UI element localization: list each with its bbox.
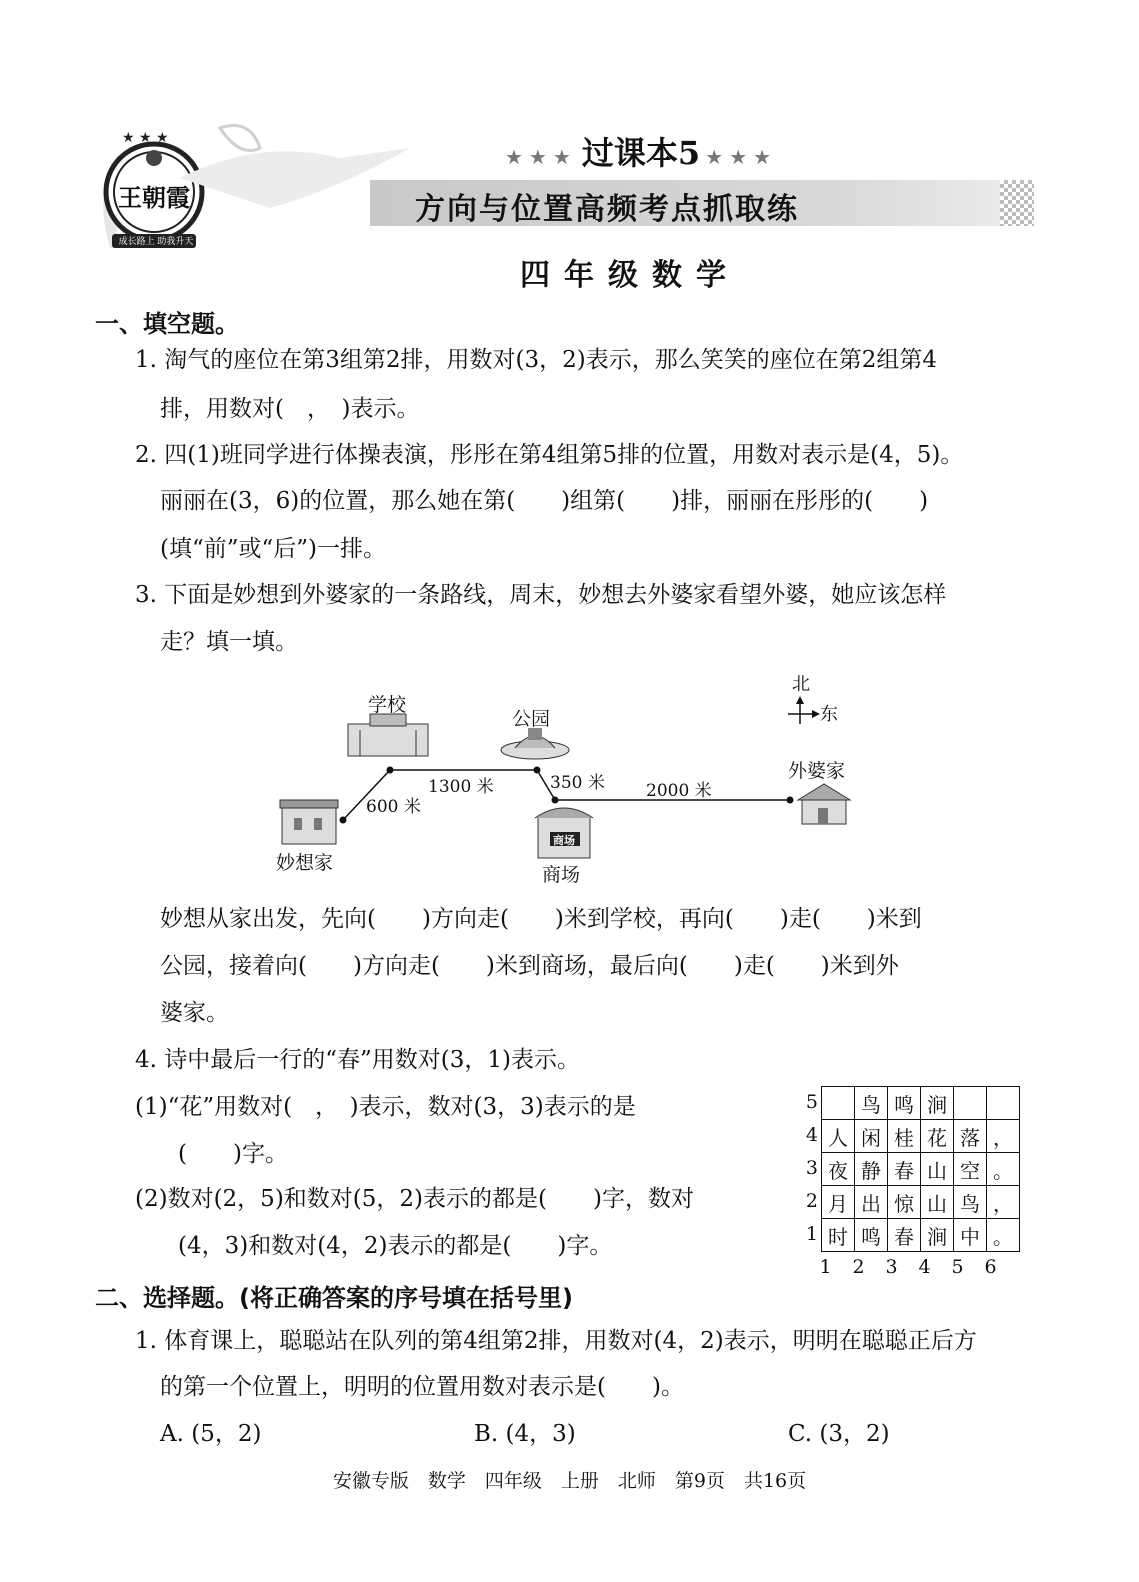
distance-600: 600 米 (366, 797, 421, 817)
page-subtitle: 四年级数学 (520, 258, 740, 293)
y-label: 4 (805, 1124, 818, 1146)
q4-sub1a: (1)“花”用数对( ， )表示，数对(3，3)表示的是 (135, 1094, 636, 1120)
label-home: 妙想家 (276, 852, 334, 874)
grid-cell: 人 (822, 1120, 855, 1153)
kicker-stars-left: ★★★ (505, 145, 577, 169)
y-label: 2 (805, 1190, 818, 1212)
label-school: 学校 (368, 694, 407, 716)
grid-cell: 鸟 (954, 1186, 987, 1219)
y-label: 3 (805, 1157, 818, 1179)
q1-line1: 1. 淘气的座位在第3组第2排，用数对(3，2)表示，那么笑笑的座位在第2组第4 (135, 347, 938, 373)
grid-cell: 月 (822, 1186, 855, 1219)
distance-1300: 1300 米 (428, 777, 494, 797)
q3-fill1: 妙想从家出发，先向( )方向走( )米到学校，再向( )走( )米到 (160, 906, 922, 932)
q3-line2: 走？填一填。 (160, 629, 298, 655)
q4-sub1b: ( )字。 (178, 1141, 288, 1167)
grid-cell: 春 (888, 1153, 921, 1186)
grid-cell: 山 (921, 1153, 954, 1186)
grid-x-axis (809, 1256, 1020, 1278)
q2-line2: 丽丽在(3，6)的位置，那么她在第( )组第( )排，丽丽在彤彤的( ) (160, 488, 929, 514)
compass-icon (788, 696, 820, 724)
x-label: 5 (951, 1256, 964, 1278)
q3-fill3: 婆家。 (160, 1000, 229, 1026)
distance-350: 350 米 (550, 773, 605, 793)
grid-cell: 涧 (921, 1219, 954, 1252)
kicker-row (505, 128, 777, 174)
mall-building-icon (535, 808, 593, 858)
q1-line2: 排，用数对( ， )表示。 (160, 396, 420, 422)
point-grandma (787, 797, 794, 804)
mall-sign: 商场 (553, 834, 575, 847)
s2-q1-line1: 1. 体育课上，聪聪站在队列的第4组第2排，用数对(4，2)表示，明明在聪聪正后方 (135, 1328, 977, 1354)
grid-row (822, 1120, 1020, 1153)
home-house-icon (280, 800, 338, 844)
grid-cell: 山 (921, 1186, 954, 1219)
x-label: 6 (984, 1256, 997, 1278)
logo-text: 王朝霞 (118, 183, 190, 212)
grid-cell: 出 (855, 1186, 888, 1219)
grid-cell: 桂 (888, 1120, 921, 1153)
q4-sub2b: (4，3)和数对(4，2)表示的都是( )字。 (178, 1233, 613, 1259)
section2-title: 二、选择题。(将正确答案的序号填在括号里) (95, 1284, 573, 1312)
grid-cell: 空 (954, 1153, 987, 1186)
route-map (270, 668, 870, 894)
grid-cell (987, 1087, 1020, 1120)
grid-cell: 。 (987, 1219, 1020, 1252)
q3-line1: 3. 下面是妙想到外婆家的一条路线，周末，妙想去外婆家看望外婆，她应该怎样 (135, 582, 947, 608)
x-label: 4 (918, 1256, 931, 1278)
page-footer: 安徽专版 数学 四年级 上册 北师 第9页 共16页 (332, 1470, 807, 1492)
q4-sub2a: (2)数对(2，5)和数对(5，2)表示的都是( )字，数对 (135, 1186, 694, 1212)
page-title: 方向与位置高频考点抓取练 (415, 192, 799, 227)
section1-title: 一、填空题。 (95, 310, 239, 338)
grid-cell: 落 (954, 1120, 987, 1153)
school-building-icon (348, 714, 428, 756)
grid-y-axis (804, 1086, 818, 1252)
x-label: 3 (885, 1256, 898, 1278)
grid-cell: 鸟 (855, 1087, 888, 1120)
grid-cell: 涧 (921, 1087, 954, 1120)
grid-cell: 。 (987, 1153, 1020, 1186)
grid-cell (954, 1087, 987, 1120)
svg-text:★ ★ ★: ★ ★ ★ (122, 130, 169, 146)
label-mall: 商场 (542, 864, 581, 886)
poem-table (821, 1086, 1020, 1252)
grid-cell: 惊 (888, 1186, 921, 1219)
y-label: 1 (805, 1223, 818, 1245)
s2-q1-line2: 的第一个位置上，明明的位置用数对表示是( )。 (160, 1374, 684, 1400)
grid-cell: 春 (888, 1219, 921, 1252)
label-grandma-home: 外婆家 (788, 760, 846, 782)
x-label: 1 (819, 1256, 832, 1278)
point-school (387, 767, 394, 774)
y-label: 5 (805, 1091, 818, 1113)
option-b: B. (4，3) (474, 1421, 576, 1447)
q3-fill2: 公园，接着向( )方向走( )米到商场，最后向( )走( )米到外 (160, 953, 899, 979)
grid-cell: ， (987, 1120, 1020, 1153)
grid-cell: 鸣 (855, 1219, 888, 1252)
grid-cell: 花 (921, 1120, 954, 1153)
grid-cell: 夜 (822, 1153, 855, 1186)
grid-cell: 中 (954, 1219, 987, 1252)
grid-cell: 时 (822, 1219, 855, 1252)
grid-cell: 闲 (855, 1120, 888, 1153)
q2-line1: 2. 四(1)班同学进行体操表演，彤彤在第4组第5排的位置，用数对表示是(4，5)。 (135, 442, 964, 468)
kicker-title: 过课本5 (581, 134, 701, 172)
compass-north: 北 (792, 674, 810, 695)
banner-checker (1000, 180, 1034, 226)
poem-grid (804, 1086, 1020, 1278)
q2-line3: (填“前”或“后”)一排。 (160, 536, 386, 562)
q4-line1: 4. 诗中最后一行的“春”用数对(3，1)表示。 (135, 1047, 580, 1073)
label-park: 公园 (512, 708, 551, 730)
option-c: C. (3，2) (788, 1421, 890, 1447)
compass-east: 东 (820, 704, 838, 725)
x-label: 2 (852, 1256, 865, 1278)
point-park (534, 767, 541, 774)
grid-cell: 鸣 (888, 1087, 921, 1120)
grid-row (822, 1087, 1020, 1120)
distance-2000: 2000 米 (646, 781, 712, 801)
logo-motto: 成长路上 助我升天 (118, 237, 194, 247)
grandma-house-icon (798, 784, 850, 824)
option-a: A. (5，2) (160, 1421, 262, 1447)
grid-row (822, 1153, 1020, 1186)
grid-row (822, 1219, 1020, 1252)
grid-cell: 静 (855, 1153, 888, 1186)
grid-cell: ， (987, 1186, 1020, 1219)
kicker-stars-right: ★★★ (705, 145, 778, 169)
point-home (340, 817, 347, 824)
grid-row (822, 1186, 1020, 1219)
grid-cell (822, 1087, 855, 1120)
